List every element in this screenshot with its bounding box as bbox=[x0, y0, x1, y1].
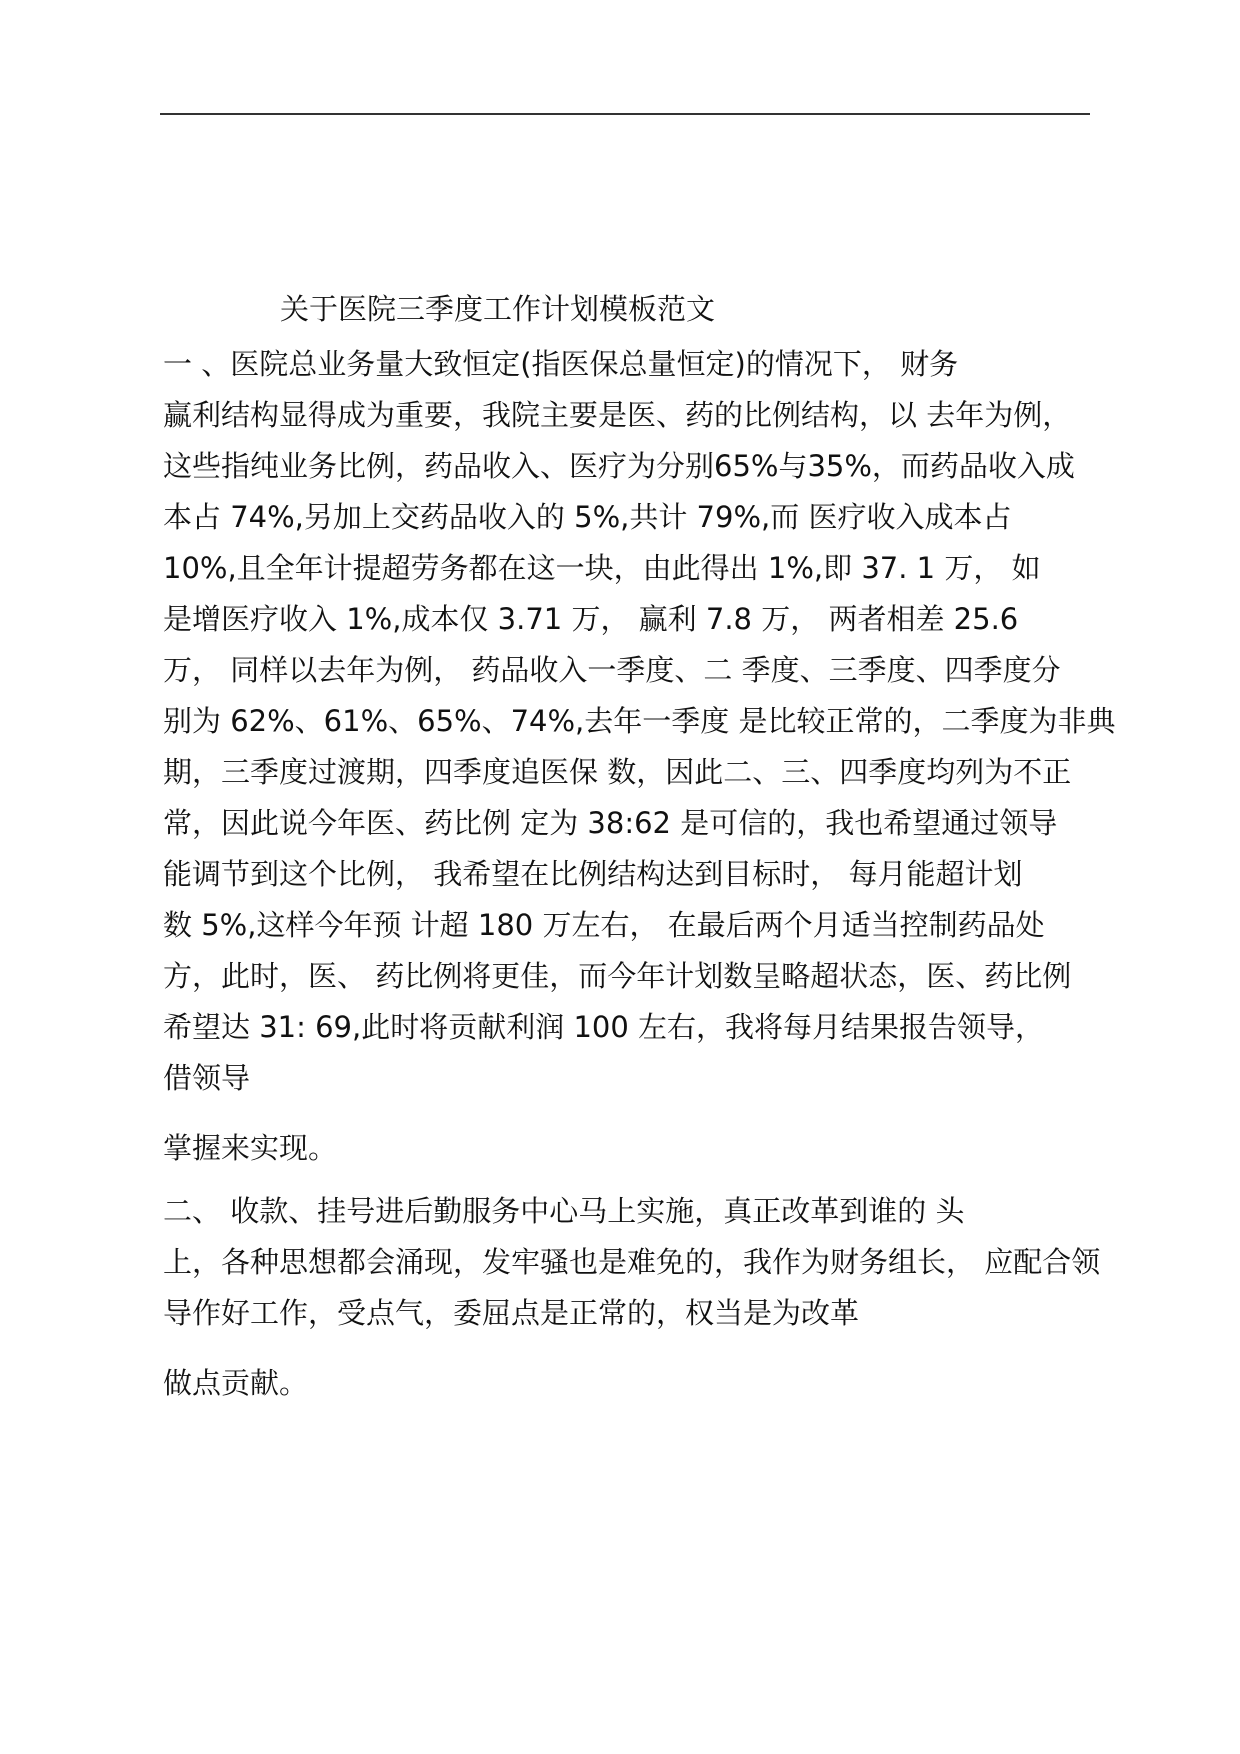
paragraph-line: 别为 62%、61%、65%、74%,去年一季度 是比较正常的，二季度为非典 bbox=[163, 704, 1116, 738]
paragraph-line: 一 、医院总业务量大致恒定(指医保总量恒定)的情况下， 财务 bbox=[163, 347, 959, 381]
paragraph-line: 能调节到这个比例， 我希望在比例结构达到目标时， 每月能超计划 bbox=[163, 857, 1023, 891]
paragraph-line: 10%,且全年计提超劳务都在这一块，由此得出 1%,即 37. 1 万， 如 bbox=[163, 551, 1041, 585]
paragraph-tail-line: 掌握来实现。 bbox=[163, 1131, 338, 1165]
paragraph-line: 期，三季度过渡期，四季度追医保 数，因此二、三、四季度均列为不正 bbox=[163, 755, 1072, 789]
paragraph-line: 本占 74%,另加上交药品收入的 5%,共计 79%,而 医疗收入成本占 bbox=[163, 500, 1012, 534]
document-title: 关于医院三季度工作计划模板范文 bbox=[280, 292, 716, 326]
paragraph-line: 希望达 31: 69,此时将贡献利润 100 左右，我将每月结果报告领导， bbox=[163, 1010, 1045, 1044]
paragraph-line: 二、 收款、挂号进后勤服务中心马上实施，真正改革到谁的 头 bbox=[163, 1194, 965, 1228]
paragraph-line: 导作好工作，受点气，委屈点是正常的，权当是为改革 bbox=[163, 1296, 860, 1330]
paragraph-line: 赢利结构显得成为重要，我院主要是医、药的比例结构，以 去年为例， bbox=[163, 398, 1072, 432]
paragraph-line: 这些指纯业务比例，药品收入、医疗为分别65%与35%，而药品收入成 bbox=[163, 449, 1075, 483]
paragraph-line: 数 5%,这样今年预 计超 180 万左右， 在最后两个月适当控制药品处 bbox=[163, 908, 1045, 942]
paragraph-line: 上，各种思想都会涌现，发牢骚也是难免的，我作为财务组长， 应配合领 bbox=[163, 1245, 1101, 1279]
paragraph-line: 方，此时，医、 药比例将更佳，而今年计划数呈略超状态，医、药比例 bbox=[163, 959, 1072, 993]
header-rule bbox=[160, 113, 1090, 115]
paragraph-line: 是增医疗收入 1%,成本仅 3.71 万， 赢利 7.8 万， 两者相差 25.6 bbox=[163, 602, 1019, 636]
paragraph-line: 借领导 bbox=[163, 1061, 251, 1095]
paragraph-line: 万， 同样以去年为例， 药品收入一季度、二 季度、三季度、四季度分 bbox=[163, 653, 1061, 687]
paragraph-line: 常，因此说今年医、药比例 定为 38:62 是可信的，我也希望通过领导 bbox=[163, 806, 1058, 840]
paragraph-tail-line: 做点贡献。 bbox=[163, 1366, 309, 1400]
